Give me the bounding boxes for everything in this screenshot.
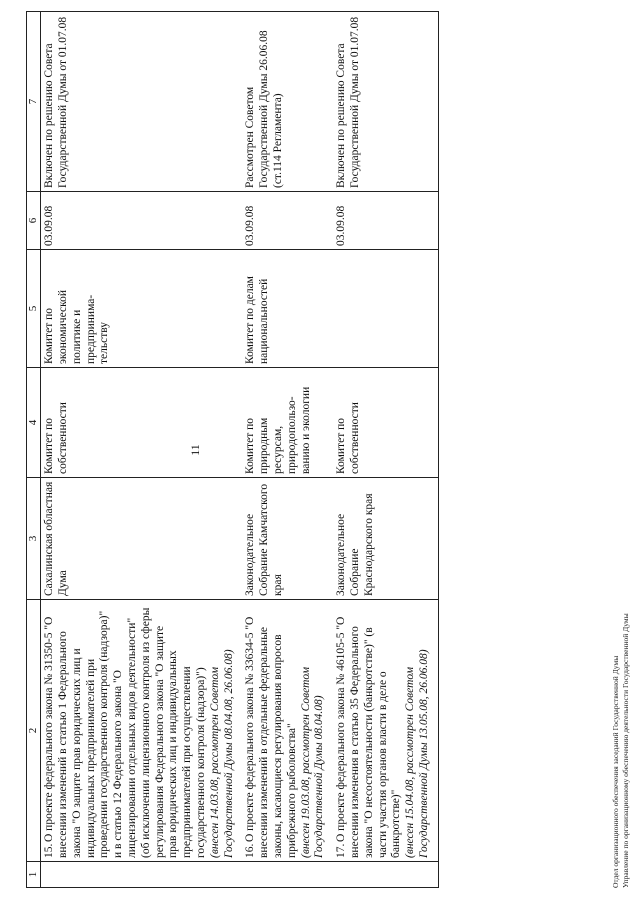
- table-row: [41, 12, 243, 888]
- bill-title-cell: [333, 600, 438, 862]
- row-number: 15.: [43, 843, 56, 858]
- bill-title-cell: [242, 600, 333, 862]
- footer-line: Отдел организационного обеспечения заседаний Государственной Думы: [611, 655, 621, 888]
- column-header: 6: [27, 192, 41, 250]
- row-number-cell: [41, 862, 243, 888]
- initiator-cell: Законодательное Собрание Краснодарского края: [333, 478, 438, 600]
- bill-note: (внесен 19.03.08, рассмотрен Советом Государственной Думы 08.04.08): [299, 666, 326, 858]
- committee-cell: Комитет по природным ресурсам, природопользо-ванию и экологии: [242, 368, 333, 478]
- decision-cell: Включен по решению Совета Государственной Думы от 01.07.08: [41, 12, 243, 192]
- column-header: 3: [27, 478, 41, 600]
- date-cell: 03.09.08: [41, 192, 243, 250]
- bill-note: (внесен 14.03.08, рассмотрен Советом Государственной Думы 08.04.08, 26.06.08): [208, 649, 235, 858]
- date-cell: 03.09.08: [333, 192, 438, 250]
- bill-note: (внесен 15.04.08, рассмотрен Советом Государственной Думы 13.05.08, 26.06.08): [404, 649, 430, 858]
- co-committee-cell: Комитет по делам национальностей: [242, 250, 333, 368]
- initiator-cell: Сахалинская областная Дума: [41, 478, 243, 600]
- committee-cell: Комитет по собственности: [333, 368, 438, 478]
- date-cell: 03.09.08: [242, 192, 333, 250]
- row-number: 16.: [244, 843, 257, 858]
- row-number-cell: [333, 862, 438, 888]
- co-committee-cell: [333, 250, 438, 368]
- table-row: [333, 12, 438, 888]
- agenda-table: [26, 11, 439, 888]
- row-number: 17.: [335, 843, 348, 858]
- footer-line: Управление по организационному обеспечению деятельности Государственной Думы: [620, 613, 630, 888]
- decision-cell: Рассмотрен Советом Государственной Думы 26.06.08 (ст.114 Регламента): [242, 12, 333, 192]
- page-number: 11: [188, 444, 202, 456]
- committee-cell: Комитет по собственности: [41, 368, 243, 478]
- bill-title: О проекте федерального закона № 31350-5 "О внесении изменений в статью 1 Федерального закона "О защите прав юридических лиц и индивидуальных предпринимателей при проведении государственного контроля (надзора)" и в статью 12 Федерального закона "О лицензировании отдельных видов деятельности" (об исключении лицензионного контроля из сферы регулирования Федерального закона "О защите прав юридических лиц и индивидуальных предпринимателей при осуществлении государственного контроля (надзора)"): [43, 607, 207, 858]
- initiator-cell: Законодательное Собрание Камчатского края: [242, 478, 333, 600]
- row-number-cell: [242, 862, 333, 888]
- table-row: [242, 12, 333, 888]
- bill-title: О проекте федерального закона № 46105-5 "О внесении изменения в статью 35 Федерального закона "О несостоятельности (банкротстве)" (в части участия органов власти в деле о банкротстве)": [335, 616, 403, 858]
- column-header: 1: [27, 862, 41, 888]
- column-header: 5: [27, 250, 41, 368]
- bill-title: О проекте федерального закона № 33634-5 "О внесении изменений в отдельные федеральные законы, касающиеся регулирования вопросов прибрежного рыболовства": [244, 616, 298, 858]
- column-header: 4: [27, 368, 41, 478]
- column-header: 7: [27, 12, 41, 192]
- decision-cell: Включен по решению Совета Государственной Думы от 01.07.08: [333, 12, 438, 192]
- footer: [611, 613, 630, 888]
- bill-title-cell: [41, 600, 243, 862]
- co-committee-cell: Комитет по экономической политике и предпринима-тельству: [41, 250, 243, 368]
- column-header-row: [27, 12, 41, 888]
- column-header: 2: [27, 600, 41, 862]
